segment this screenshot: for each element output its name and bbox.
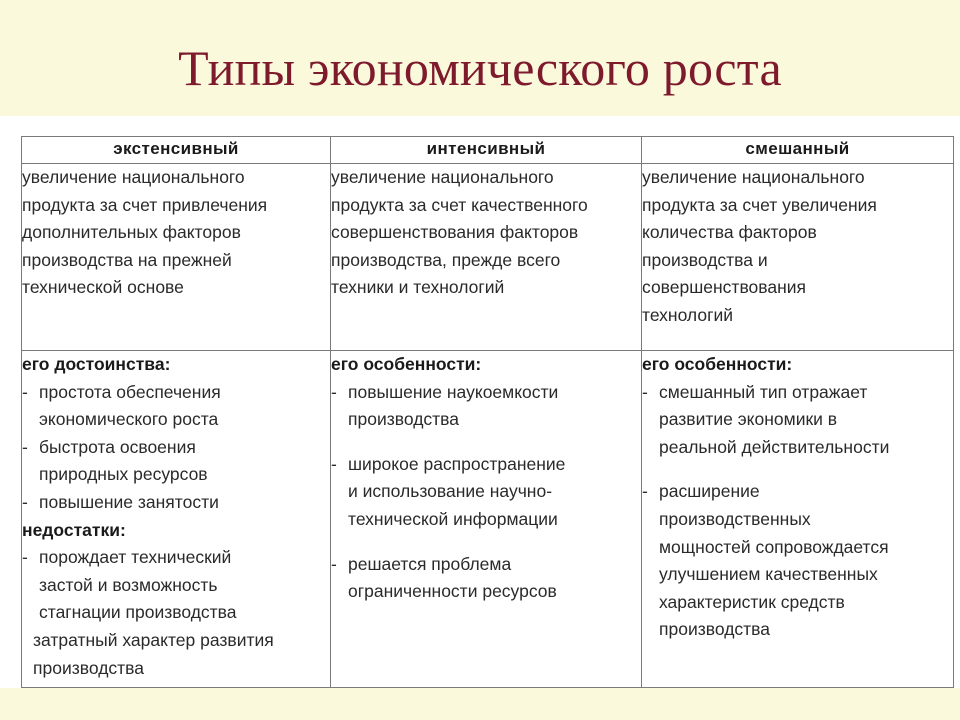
list-item: [642, 379, 953, 462]
list-item: [22, 489, 330, 517]
growth-types-table: [21, 136, 954, 688]
header-intensive: интенсивный: [331, 137, 642, 164]
text-line: экономического роста: [39, 409, 219, 430]
text-line: характеристик средств: [659, 591, 845, 612]
list-item: [331, 379, 641, 434]
text-line: продукта за счет увеличения: [642, 194, 877, 215]
text-line: дополнительных факторов: [22, 222, 241, 243]
text-line: природных ресурсов: [39, 464, 208, 485]
definition-mixed: [642, 164, 954, 351]
definition-intensive: [331, 164, 642, 351]
text-line: порождает технический: [39, 547, 232, 568]
advantages-heading: его достоинства:: [22, 354, 171, 374]
extra-drawback: [22, 627, 330, 682]
text-line: производства, прежде всего: [331, 249, 561, 270]
text-line: простота обеспечения: [39, 381, 221, 402]
drawbacks-heading: недостатки:: [22, 519, 126, 540]
text-line: повышение наукоемкости: [348, 381, 559, 402]
header-mixed: смешанный: [642, 137, 954, 164]
bottom-band: [0, 688, 960, 720]
dash-marker: -: [331, 553, 337, 574]
text-line: улучшением качественных: [659, 564, 878, 585]
text-line: увеличение национального: [642, 167, 865, 187]
text-line: затратный характер развития: [33, 629, 274, 650]
text-line: увеличение национального: [331, 167, 554, 187]
text-line: продукта за счет качественного: [331, 194, 588, 215]
dash-marker: -: [22, 547, 28, 568]
text-line: производства на прежней: [22, 249, 232, 270]
text-line: совершенствования факторов: [331, 222, 579, 243]
dash-marker: -: [642, 481, 648, 502]
text-line: технической информации: [348, 508, 558, 529]
text-line: совершенствования: [642, 277, 807, 298]
features-row: [22, 351, 954, 688]
features-heading: его особенности:: [331, 354, 482, 374]
dash-marker: -: [22, 381, 28, 402]
text-line: производства: [33, 657, 144, 678]
text-line: быстрота освоения: [39, 436, 196, 457]
text-line: продукта за счет привлечения: [22, 194, 268, 215]
text-line: решается проблема: [348, 553, 512, 574]
header-row: [22, 137, 954, 164]
text-line: производства и: [642, 249, 768, 270]
text-line: реальной действительности: [659, 436, 890, 457]
dash-marker: -: [642, 381, 648, 402]
text-line: производства: [659, 619, 770, 640]
header-extensive: экстенсивный: [22, 137, 331, 164]
features-heading: его особенности:: [642, 354, 793, 374]
text-line: увеличение национального: [22, 167, 245, 187]
text-line: развитие экономики в: [659, 409, 838, 430]
text-line: мощностей сопровождается: [659, 536, 889, 557]
features-mixed: [642, 351, 954, 688]
definition-extensive: [22, 164, 331, 351]
list-item: [331, 451, 641, 534]
text-line: количества факторов: [642, 222, 817, 243]
text-line: ограниченности ресурсов: [348, 581, 557, 602]
list-item: [22, 434, 330, 489]
dash-marker: -: [22, 491, 28, 512]
text-line: застой и возможность: [39, 574, 218, 595]
text-line: расширение: [659, 481, 760, 502]
text-line: стагнации производства: [39, 602, 237, 623]
list-item: [331, 551, 641, 606]
features-extensive: [22, 351, 331, 688]
list-item: [22, 379, 330, 434]
text-line: технологий: [642, 304, 734, 325]
text-line: широкое распространение: [348, 453, 566, 474]
text-line: и использование научно-: [348, 481, 553, 502]
slide-title: Типы экономического роста: [178, 40, 782, 96]
text-line: производства: [348, 409, 459, 430]
list-item: [22, 544, 330, 627]
dash-marker: -: [331, 453, 337, 474]
definition-row: [22, 164, 954, 351]
features-intensive: [331, 351, 642, 688]
dash-marker: -: [22, 436, 28, 457]
dash-marker: -: [331, 381, 337, 402]
text-line: смешанный тип отражает: [659, 381, 868, 402]
text-line: повышение занятости: [39, 491, 219, 512]
list-item: [642, 478, 953, 644]
text-line: производственных: [659, 508, 811, 529]
text-line: технической основе: [22, 277, 184, 298]
text-line: техники и технологий: [331, 277, 505, 298]
